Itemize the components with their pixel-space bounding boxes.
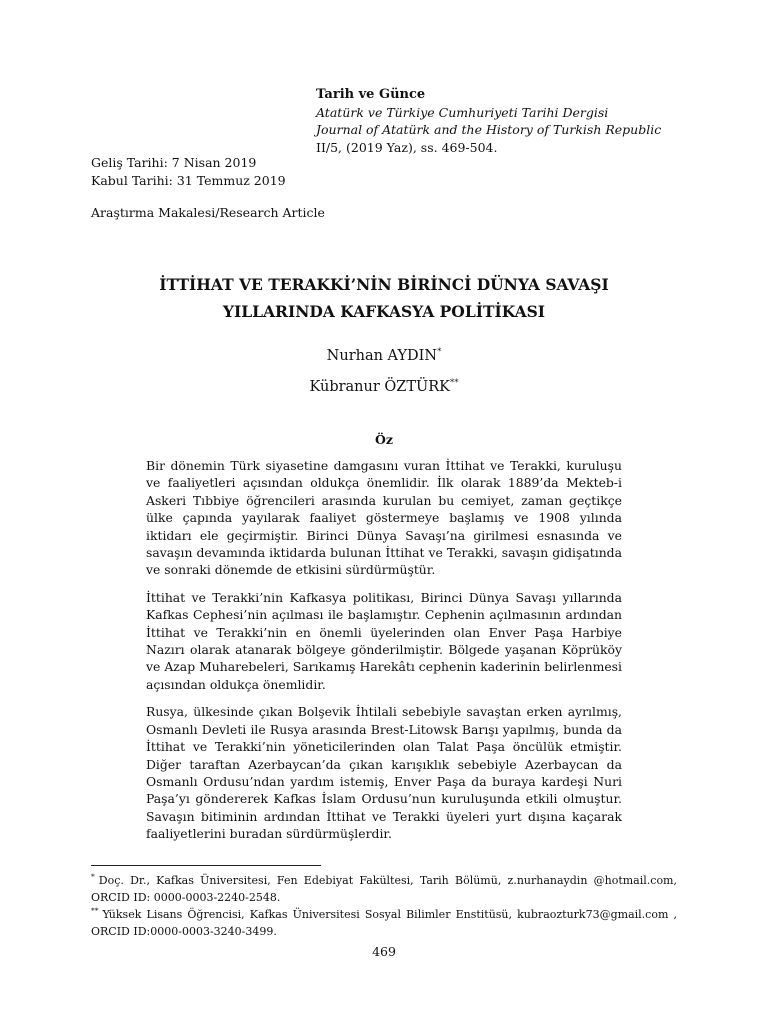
abstract-paragraph: Rusya, ülkesinde çıkan Bolşevik İhtilali sebebiyle savaştan erken ayrılmış, Osmanlı Devleti ile Rusya arasında Brest-Litowsk Barışı yapılmış, bunda da İttihat ve Terakki’nin yöneticilerinden olan Talat Paşa öncülük etmiştir. Diğer taraftan Azerbaycan’da çıkan karışıklık sebebiyle Azerbaycan da Osmanlı Ordusu’ndan yardım istemiş, Enver Paşa da buraya kardeşi Nuri Paşa’yı göndererek Kafkas İslam Ordusu’nun kuruluşunda etkili olmuştur. Savaşın bitiminin ardından İttihat ve Terakki üyeleri yurt dışına kaçarak faaliyetlerini buradan sürdürmüşlerdir. — [146, 704, 622, 842]
abstract-paragraph: İttihat ve Terakki’nin Kafkasya politikası, Birinci Dünya Savaşı yıllarında Kafkas Cephesi’nin açılması ile başlamıştır. Cephenin açılmasının ardından İttihat ve Terakki’nin en önemli üyelerinden olan Enver Paşa Harbiye Nazırı olarak atanarak bölgeye gönderilmiştir. Bölgede yaşanan Köprüköy ve Azap Muharebeleri, Sarıkamış Harekâtı cephenin kaderinin belirlenmesi açısından oldukça önemlidir. — [146, 589, 622, 692]
journal-title: Tarih ve Günce — [316, 87, 426, 102]
title-line-1: İTTİHAT VE TERAKKİ’NİN BİRİNCİ DÜNYA SAVAŞI — [159, 275, 609, 294]
title-line-2: YILLARINDA KAFKASYA POLİTİKASI — [222, 302, 546, 321]
received-date: Geliş Tarihi: 7 Nisan 2019 — [91, 155, 257, 170]
journal-subtitle-tr: Atatürk ve Türkiye Cumhuriyeti Tarihi Dergisi — [316, 104, 609, 120]
author-name: Nurhan AYDIN — [326, 348, 438, 364]
journal-header — [316, 86, 661, 156]
article-dates — [91, 154, 286, 190]
journal-issue: II/5, (2019 Yaz), ss. 469-504. — [316, 139, 498, 155]
abstract-body — [146, 457, 622, 853]
footnote-text: Yüksek Lisans Öğrencisi, Kafkas Üniversitesi Sosyal Bilimler Enstitüsü, kubraozturk73@gmail.com , ORCID ID:0000-0003-3240-3499. — [91, 908, 677, 938]
footnote-mark: ** — [91, 906, 99, 916]
journal-subtitle-en: Journal of Atatürk and the History of Turkish Republic — [316, 122, 662, 137]
page-number: 469 — [372, 944, 396, 959]
author-2 — [91, 379, 677, 395]
abstract-heading: Öz — [375, 432, 393, 447]
footnote-text: Doç. Dr., Kafkas Üniversitesi, Fen Edebiyat Fakültesi, Tarih Bölümü, z.nurhanaydin @hotmail.com, ORCID ID: 0000-0003-2240-2548. — [91, 874, 677, 904]
abstract-paragraph: Bir dönemin Türk siyasetine damgasını vuran İttihat ve Terakki, kuruluşu ve faaliyetleri açısından oldukça önemlidir. İlk olarak 1889’da Mekteb-i Askeri Tıbbiye öğrencileri arasında kurulan bu cemiyet, zaman geçtikçe ülke çapında yayılarak faaliyet göstermeye başlamış ve 1908 yılında iktidarı ele geçirmiştir. Birinci Dünya Savaşı’na girilmesi esnasında ve savaşın devamında iktidarda bulunan İttihat ve Terakki, savaşın gidişatında ve sonraki dönemde de etkisini sürdürmüştür. — [146, 458, 622, 578]
footnote-divider — [91, 865, 321, 866]
author-name: Kübranur ÖZTÜRK — [309, 379, 451, 395]
accepted-date: Kabul Tarihi: 31 Temmuz 2019 — [91, 173, 286, 188]
footnote — [91, 906, 677, 940]
footnote — [91, 872, 677, 906]
article-type: Araştırma Makalesi/Research Article — [91, 205, 325, 220]
author-footnote-mark: * — [437, 347, 442, 358]
author-footnote-mark: ** — [450, 378, 459, 389]
footnotes — [91, 872, 677, 940]
author-1 — [91, 348, 677, 364]
article-title — [91, 271, 677, 325]
footnote-mark: * — [91, 872, 95, 882]
